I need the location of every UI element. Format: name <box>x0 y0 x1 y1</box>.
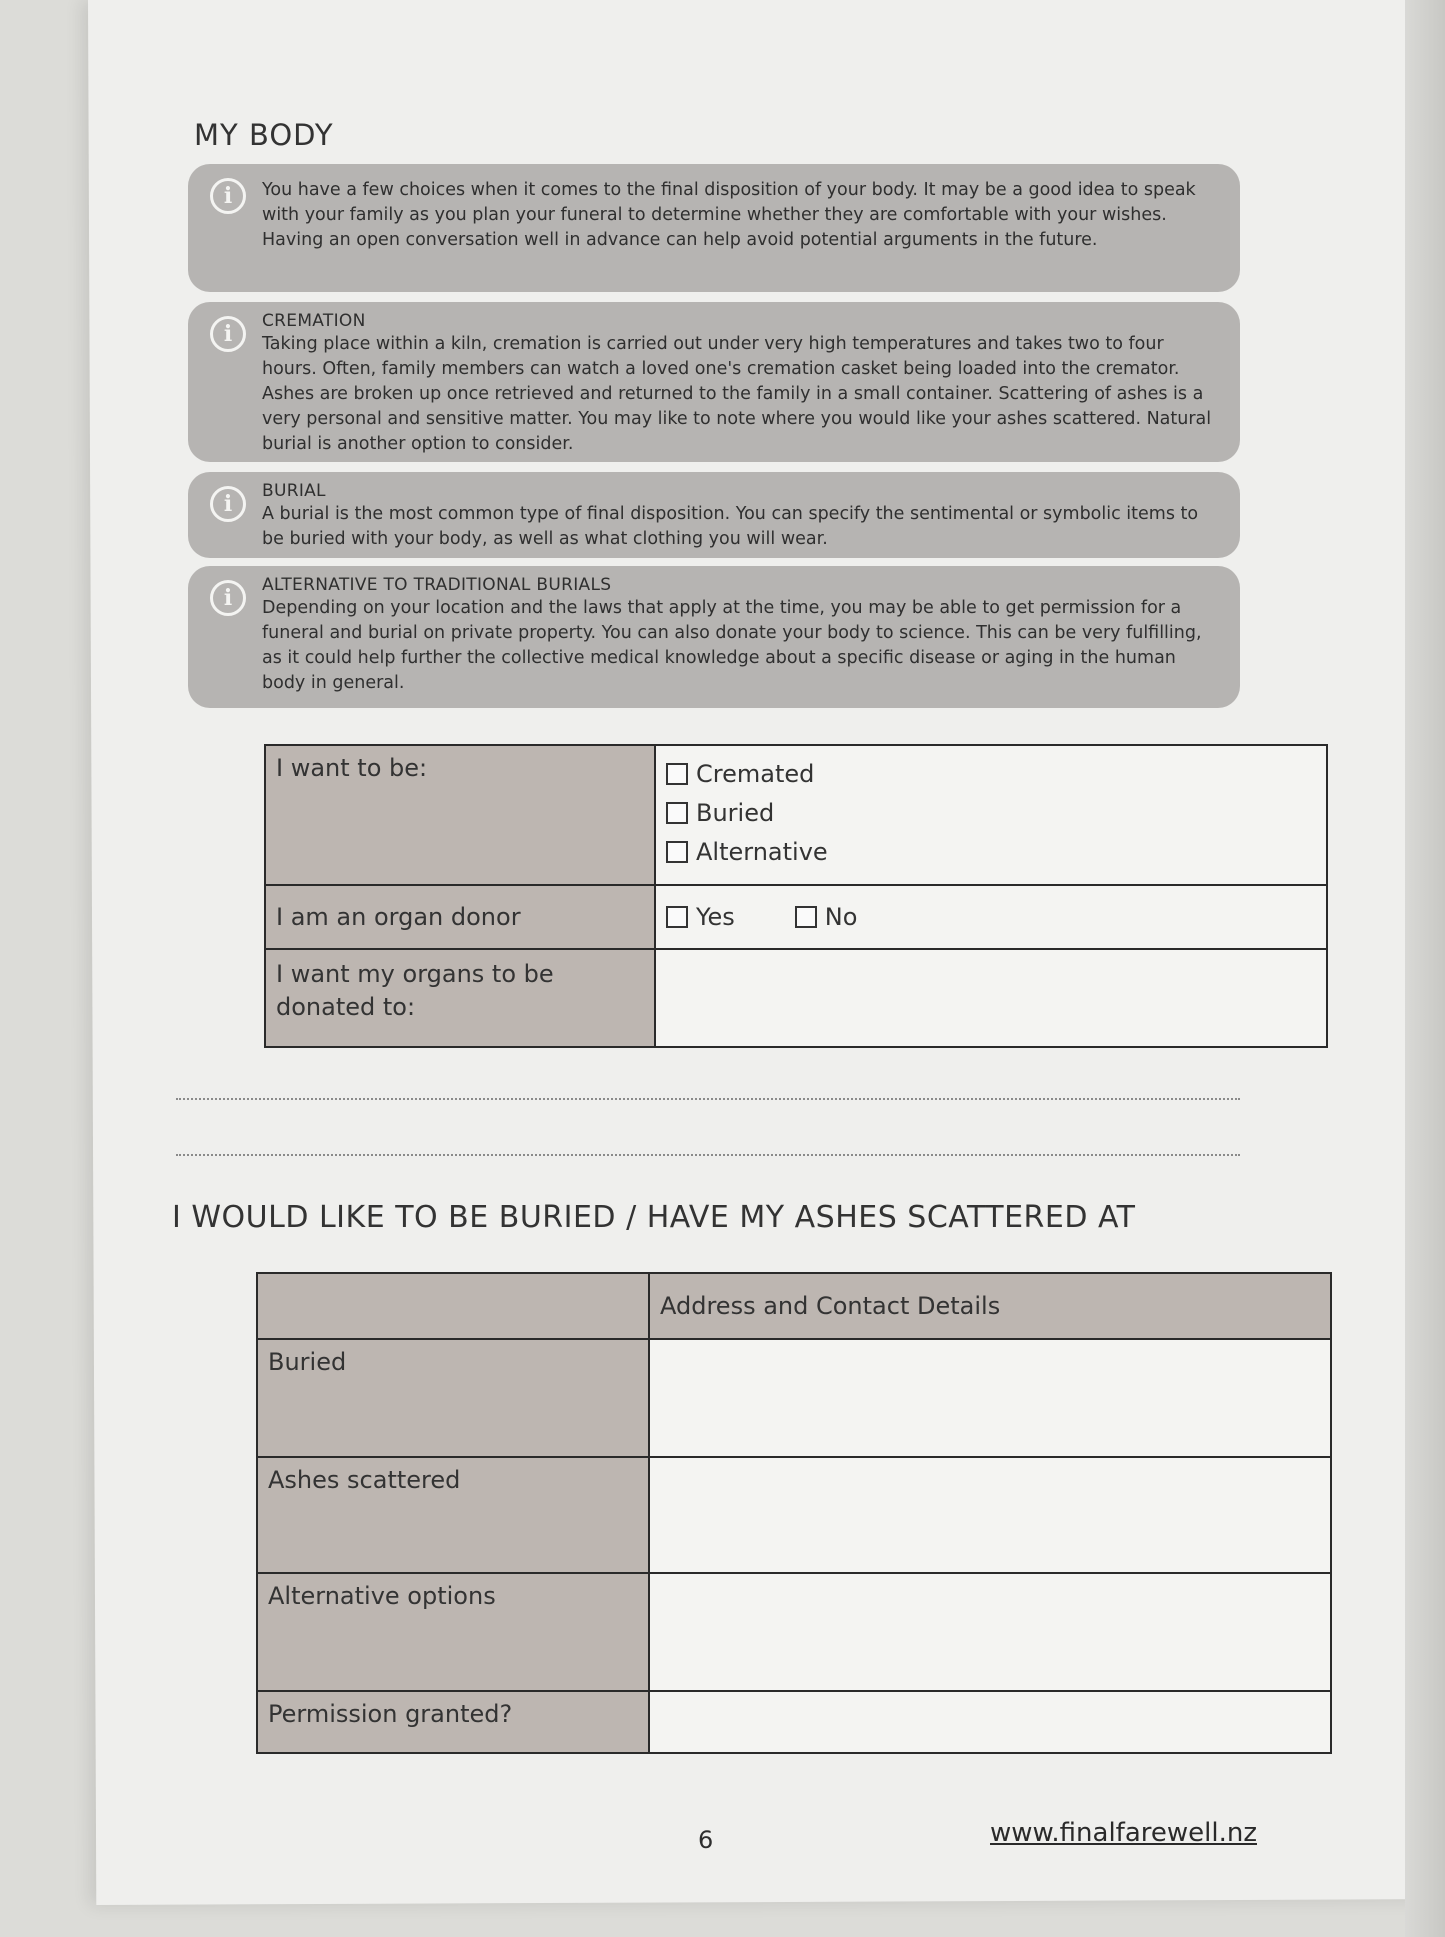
website-link[interactable]: www.finalfarewell.nz <box>990 1818 1257 1848</box>
yes-label: Yes <box>696 903 735 931</box>
info-icon: i <box>210 580 246 616</box>
section-heading: I WOULD LIKE TO BE BURIED / HAVE MY ASHES SCATTERED AT <box>172 1200 1136 1235</box>
organs-donated-field[interactable] <box>655 949 1327 1047</box>
want-to-be-label: I want to be: <box>265 745 655 885</box>
info-icon: i <box>210 486 246 522</box>
location-table <box>256 1272 1332 1754</box>
address-header: Address and Contact Details <box>649 1273 1331 1339</box>
want-to-be-options <box>655 745 1327 885</box>
buried-address-field[interactable] <box>649 1339 1331 1457</box>
info-text: Taking place within a kiln, cremation is carried out under very high temperatures and takes two to four hours. Often, family members can watch a loved one's cremation casket being loaded into the cremator. Ashes are broken up once retrieved and returned to the family in a small container. Scattering of ashes is a very personal and sensitive matter. You may like to note where you would like your ashes scattered. Natural burial is another option to consider. <box>262 334 1212 454</box>
yes-checkbox[interactable] <box>666 906 688 928</box>
info-box-intro <box>188 164 1240 292</box>
no-checkbox[interactable] <box>795 906 817 928</box>
ashes-address-field[interactable] <box>649 1457 1331 1573</box>
no-label: No <box>824 903 858 931</box>
header-blank-cell <box>257 1273 649 1339</box>
info-title: BURIAL <box>262 481 326 501</box>
organs-donated-label: I want my organs to be donated to: <box>265 949 655 1047</box>
permission-field[interactable] <box>649 1691 1331 1753</box>
alternative-label: Alternative <box>696 837 828 866</box>
info-text: You have a few choices when it comes to the final disposition of your body. It may be a good idea to speak with your family as you plan your funeral to determine whether they are comfortable with your wishes. Having an open conversation well in advance can help avoid potential arguments in the future. <box>262 180 1196 250</box>
option-alternative[interactable] <box>666 832 1316 871</box>
permission-row-label: Permission granted? <box>257 1691 649 1753</box>
info-box-burial <box>188 472 1240 558</box>
info-text: Depending on your location and the laws that apply at the time, you may be able to get permission for a funeral and burial on private property. You can also donate your body to science. This can be very fulfilling, as it could help further the collective medical knowledge about a specific disease or aging in the human body in general. <box>262 598 1202 693</box>
buried-checkbox[interactable] <box>666 802 688 824</box>
page-edge <box>1405 0 1445 1937</box>
page-title: MY BODY <box>194 118 334 152</box>
alternative-address-field[interactable] <box>649 1573 1331 1691</box>
alternative-checkbox[interactable] <box>666 841 688 863</box>
cremated-label: Cremated <box>696 759 815 788</box>
info-title: ALTERNATIVE TO TRADITIONAL BURIALS <box>262 575 612 595</box>
page-number: 6 <box>698 1826 714 1854</box>
buried-row-label: Buried <box>257 1339 649 1457</box>
alternative-row-label: Alternative options <box>257 1573 649 1691</box>
ashes-row-label: Ashes scattered <box>257 1457 649 1573</box>
buried-label: Buried <box>696 798 775 827</box>
body-preferences-table <box>264 744 1328 1048</box>
info-box-alternative <box>188 566 1240 708</box>
info-icon: i <box>210 178 246 214</box>
info-title: CREMATION <box>262 311 366 331</box>
writing-line[interactable] <box>176 1098 1240 1100</box>
organ-donor-label: I am an organ donor <box>265 885 655 949</box>
info-text: A burial is the most common type of final disposition. You can specify the sentimental or symbolic items to be buried with your body, as well as what clothing you will wear. <box>262 504 1199 549</box>
option-cremated[interactable] <box>666 754 1316 793</box>
cremated-checkbox[interactable] <box>666 763 688 785</box>
info-box-cremation <box>188 302 1240 462</box>
info-icon: i <box>210 316 246 352</box>
option-buried[interactable] <box>666 793 1316 832</box>
organ-donor-options <box>655 885 1327 949</box>
writing-line[interactable] <box>176 1154 1240 1156</box>
